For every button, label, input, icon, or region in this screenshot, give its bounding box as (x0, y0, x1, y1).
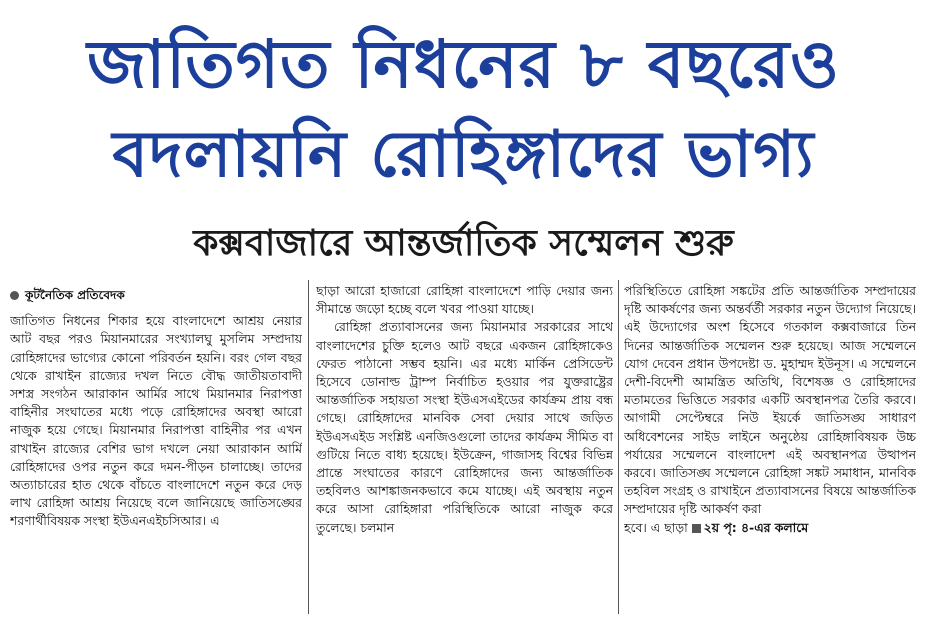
article-paragraph: রোহিঙ্গা প্রত্যাবাসনের জন্য মিয়ানমার সরকারের সাথে বাংলাদেশের চুক্তি হলেও আট বছরে একজন রোহিঙ্গাকেও ফেরত পাঠানো সম্ভব হয়নি। এর মধ্যে মার্কিন প্রেসিডেন্ট হিসেবে ডোনাল্ড ট্রাম্প নির্বাচিত হওয়ার পর যুক্তরাষ্ট্রের আন্তর্জাতিক সহায়তা সংস্থা ইউএসএইডের কার্যক্রম প্রায় বন্ধ গেছে। রোহিঙ্গাদের মানবিক সেবা দেয়ার সাথে জড়িত ইউএসএইড সংশ্লিষ্ট এনজিওগুলো তাদের কার্যক্রম সীমিত বা গুটিয়ে নিতে বাধ্য হয়েছে। ইউক্রেন, গাজাসহ বিশ্বের বিভিন্ন প্রান্তে সংঘাতের কারণে রোহিঙ্গাদের জন্য আন্তর্জাতিক তহবিলও আশঙ্কাজনকভাবে কমে যাচ্ছে। এই অবস্থায় নতুন করে আসা রোহিঙ্গারা পরিস্থিতিকে আরো নাজুক করে তুলেছে। চলমান (316, 319, 613, 535)
continuation-line (624, 519, 916, 537)
column-divider (618, 280, 619, 614)
article-column-1 (10, 282, 302, 612)
article-paragraph: জাতিগত নিধনের শিকার হয়ে বাংলাদেশে আশ্রয় নেয়ার আট বছর পরও মিয়ানমারের সংখ্যালঘু মুসলিম সম্প্রদায় রোহিঙ্গাদের ভাগ্যের কোনো পরিবর্তন হয়নি। বরং গেল বছর থেকে রাখাইন রাজ্যের দখল নিতে বৌদ্ধ জাতীয়তাবাদী সশস্ত্র সংগঠন আরাকান আর্মির সাথে মিয়ানমার নিরাপত্তা বাহিনীর সংঘাতের মধ্যে পড়ে রোহিঙ্গাদের অবস্থা আরো নাজুক হয়ে গেছে। মিয়ানমার নিরাপত্তা বাহিনীর পর এখন রাখাইন রাজ্যের বেশির ভাগ দখলে নেয়া আরাকান আর্মি রোহিঙ্গাদের ওপর নতুন করে দমন-পীড়ন চালাচ্ছে। তাদের অত্যাচারের হাত থেকে বাঁচতে বাংলাদেশে নতুন করে দেড় লাখ রোহিঙ্গা আশ্রয় নিয়েছে বলে জানিয়েছে জাতিসঙ্ঘের শরণার্থীবিষয়ক সংস্থা ইউএনএইচসিআর। এ (10, 313, 302, 529)
byline (10, 286, 302, 304)
column-divider (308, 280, 309, 614)
headline-line-2: বদলায়নি রোহিঙ্গাদের ভাগ্য (112, 118, 815, 192)
article-tail-text: হবে। এ ছাড়া (624, 519, 688, 535)
article-paragraph: ছাড়া আরো হাজারো রোহিঙ্গা বাংলাদেশে পাড়ি দেয়ার জন্য সীমান্তে জড়ো হচ্ছে বলে খবর পাওয়া যাচ্ছে। (316, 283, 613, 317)
article-paragraph: পরিস্থিতিতে রোহিঙ্গা সঙ্কটের প্রতি আন্তর্জাতিক সম্প্রদায়ের দৃষ্টি আকর্ষণের জন্য অন্তর্বর্তী সরকার নতুন উদ্যোগ নিয়েছে। এই উদ্যোগের অংশ হিসেবে গতকাল কক্সবাজারে তিন দিনের আন্তর্জাতিক সম্মেলন শুরু হয়েছে। আজ সম্মেলনে যোগ দেবেন প্রধান উপদেষ্টা ড. মুহাম্মদ ইউনূস। এ সম্মেলনে দেশী-বিদেশী আমন্ত্রিত অতিথি, বিশেষজ্ঞ ও রোহিঙ্গাদের মতামতের ভিত্তিতে সরকার একটি অবস্থানপত্র তৈরি করবে। আগামী সেপ্টেম্বরে নিউ ইয়র্কে জাতিসঙ্ঘ সাধারণ অধিবেশনের সাইড লাইনে অনুষ্ঠেয় রোহিঙ্গাবিষয়ক উচ্চ পর্যায়ের সম্মেলনে বাংলাদেশ এই অবস্থানপত্র উত্থাপন করবে। জাতিসঙ্ঘ সম্মেলনে রোহিঙ্গা সঙ্কট সমাধান, মানবিক তহবিল সংগ্রহ ও রাখাইনে প্রত্যাবাসনের বিষয়ে আন্তর্জাতিক সম্প্রদায়ের দৃষ্টি আকর্ষণ করা (624, 283, 916, 517)
headline-line-1: জাতিগত নিধনের ৮ বছরেও (87, 26, 840, 103)
article-column-2 (316, 282, 613, 612)
continued-on-reference[interactable]: ২য় পৃ: ৪-এর কলামে (703, 519, 809, 535)
bullet-icon (10, 291, 19, 300)
article-column-3 (624, 282, 916, 612)
byline-text: কূটনৈতিক প্রতিবেদক (25, 288, 125, 302)
square-bullet-icon (692, 524, 701, 533)
subheadline: কক্সবাজারে আন্তর্জাতিক সম্মেলন শুরু (193, 223, 734, 264)
